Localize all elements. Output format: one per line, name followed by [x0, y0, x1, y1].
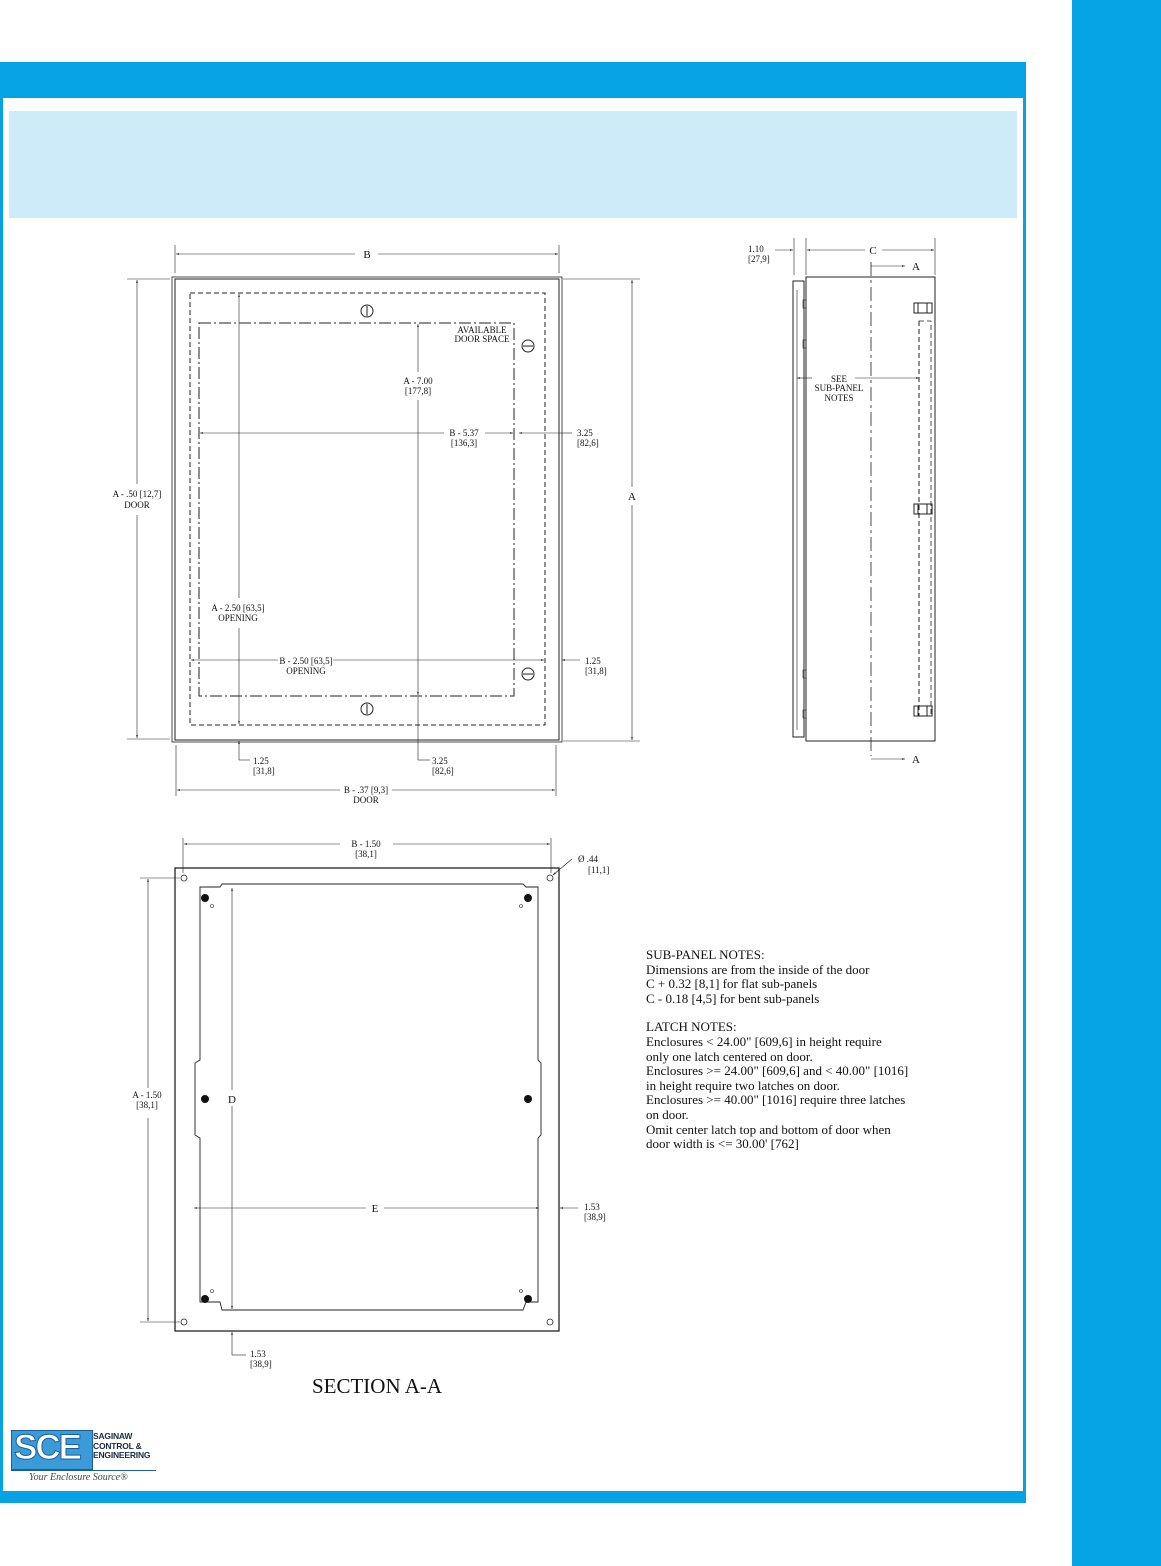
dim-section-width: B - 1.50 — [351, 839, 381, 849]
section-marker-top: A — [912, 261, 920, 273]
dim-door-width-sub: DOOR — [353, 795, 379, 805]
latch-icon — [522, 668, 534, 680]
stud-icon — [524, 1095, 532, 1103]
dim-section-height: A - 1.50 — [132, 1090, 162, 1100]
hinge-icon — [914, 303, 932, 313]
sub-panel-notes-heading: SUB-PANEL NOTES: — [646, 947, 765, 962]
stud-icon — [201, 1095, 209, 1103]
dim-opening-height: A - 2.50 [63,5] — [211, 603, 265, 613]
stud-icon — [524, 894, 532, 902]
front-view — [127, 245, 640, 796]
stud-icon — [201, 1295, 209, 1303]
dim-height-a: A — [628, 491, 636, 503]
available-space-outline — [199, 323, 514, 696]
dim-door-height: A - .50 [12,7] — [112, 489, 162, 499]
sub-panel-ref-1: SEE — [830, 374, 848, 384]
note-line: door width is <= 30.00' [762] — [646, 1136, 799, 1152]
dim-opening-width-sub: OPENING — [286, 666, 326, 676]
mounting-hole-icon — [181, 875, 187, 881]
dim-inner-width: B - 5.37 — [449, 428, 479, 438]
door-outline — [172, 277, 562, 742]
hinge-icon — [914, 706, 932, 716]
dim-right-margin-mm: [31,8] — [585, 666, 607, 676]
mounting-hole-icon — [547, 875, 553, 881]
dim-inner-width-mm: [136,3] — [450, 438, 478, 448]
dim-hole-diameter: Ø .44 — [578, 854, 598, 864]
note-line: C - 0.18 [4,5] for bent sub-panels — [646, 990, 820, 1006]
enclosure-outline — [175, 279, 559, 740]
note-line: only one latch centered on door. — [646, 1048, 813, 1064]
latch-notes — [646, 1020, 946, 1151]
enclosure-side-outline — [806, 277, 935, 741]
logo-name-line: ENGINEERING — [93, 1450, 151, 1460]
sub-panel-outline — [195, 884, 541, 1310]
sub-panel-ref-2: SUB-PANEL — [814, 383, 864, 393]
section-marker-bottom: A — [912, 754, 920, 766]
dim-width-b: B — [363, 249, 371, 261]
dim-depth-c: C — [869, 245, 877, 257]
dim-door-thickness: 1.10 — [748, 244, 764, 254]
dim-section-right-margin: 1.53 — [584, 1202, 600, 1212]
available-space-label-sub: DOOR SPACE — [454, 334, 510, 344]
dim-panel-width-e: E — [371, 1203, 379, 1215]
dim-right-margin: 1.25 — [585, 656, 601, 666]
logo-company-name — [93, 1432, 150, 1461]
door-side-outline — [793, 281, 804, 737]
sub-panel-notes — [646, 948, 946, 1006]
mounting-hole-icon — [547, 1319, 553, 1325]
latch-icon — [522, 340, 534, 352]
dim-section-bottom-margin: 1.53 — [250, 1349, 266, 1359]
note-line: Dimensions are from the inside of the door — [646, 961, 870, 977]
dim-door-width: B - .37 [9,3] — [343, 785, 389, 795]
dim-bottom-offset-mm: [82,6] — [432, 766, 454, 776]
dim-section-bottom-margin-mm: [38,9] — [250, 1359, 272, 1369]
note-line: Enclosures >= 40.00" [1016] require three latches — [646, 1092, 906, 1108]
dim-right-offset: 3.25 — [577, 428, 593, 438]
dim-section-width-mm: [38,1] — [355, 849, 377, 859]
dim-section-height-mm: [38,1] — [136, 1100, 158, 1110]
logo-tagline: Your Enclosure Source® — [29, 1472, 128, 1483]
dim-inner-height: A - 7.00 — [403, 376, 433, 386]
logo-rule — [11, 1470, 156, 1471]
section-title: SECTION A-A — [311, 1374, 443, 1398]
hinge-icon — [914, 504, 932, 514]
note-line: on door. — [646, 1106, 689, 1122]
note-line: C + 0.32 [8,1] for flat sub-panels — [646, 976, 818, 992]
stud-icon — [201, 894, 209, 902]
dim-hole-diameter-mm: [11,1] — [588, 865, 610, 875]
sub-panel-slots — [211, 905, 523, 1293]
available-space-label: AVAILABLE — [457, 325, 507, 335]
dim-door-thickness-mm: [27,9] — [748, 254, 770, 264]
logo-name-line: CONTROL & — [93, 1440, 142, 1451]
side-view — [775, 238, 935, 759]
sub-panel-studs — [201, 894, 532, 1303]
dim-opening-width: B - 2.50 [63,5] — [279, 656, 333, 666]
dim-bottom-left-margin-mm: [31,8] — [253, 766, 275, 776]
logo-letters: SCE — [14, 1428, 80, 1467]
note-line: Enclosures >= 24.00" [609,6] and < 40.00" [1016] — [646, 1063, 909, 1079]
dim-bottom-offset: 3.25 — [432, 756, 448, 766]
dim-bottom-left-margin: 1.25 — [253, 756, 269, 766]
note-line: Enclosures < 24.00" [609,6] in height require — [646, 1033, 882, 1049]
mounting-hole-icon — [181, 1319, 187, 1325]
note-line: in height require two latches on door. — [646, 1077, 840, 1093]
sub-panel-ref-3: NOTES — [824, 393, 854, 403]
latch-icon — [361, 305, 373, 317]
latch-notes-heading: LATCH NOTES: — [646, 1019, 737, 1035]
dim-opening-height-sub: OPENING — [218, 613, 258, 623]
notes-panel — [646, 948, 946, 1166]
dim-section-right-margin-mm: [38,9] — [584, 1212, 606, 1222]
note-line: Omit center latch top and bottom of door when — [646, 1121, 891, 1137]
company-logo — [11, 1428, 161, 1488]
dim-panel-height-d: D — [228, 1094, 236, 1106]
stud-icon — [524, 1295, 532, 1303]
dim-right-offset-mm: [82,6] — [577, 438, 599, 448]
dim-door-height-sub: DOOR — [124, 500, 150, 510]
logo-name-line: SAGINAW — [93, 1431, 133, 1441]
dim-inner-height-mm: [177,8] — [404, 386, 432, 396]
latch-icon — [361, 703, 373, 715]
